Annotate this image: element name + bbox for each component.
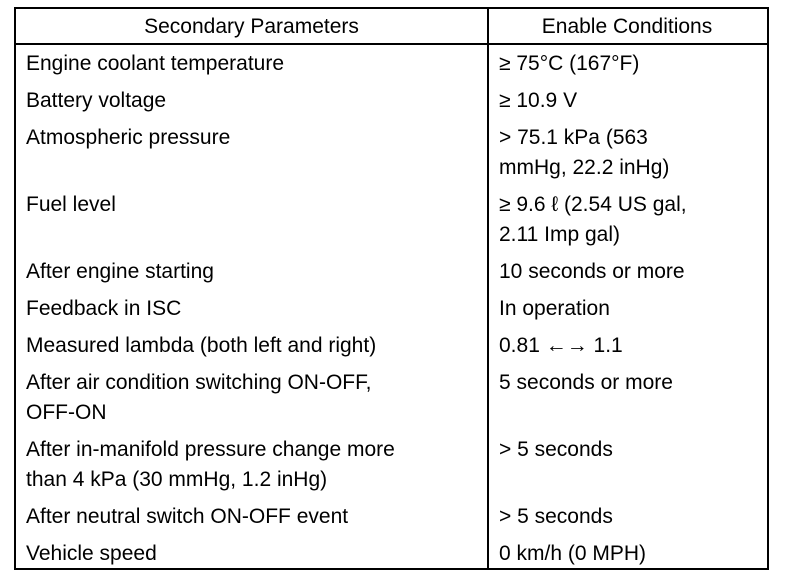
condition-cell: > 75.1 kPa (563 mmHg, 22.2 inHg) xyxy=(499,126,670,179)
parameter-cell: After engine starting xyxy=(26,260,214,283)
header-enable-conditions: Enable Conditions xyxy=(541,14,713,38)
table-row xyxy=(16,539,767,569)
parameter-cell: Feedback in ISC xyxy=(26,297,182,320)
parameter-cell: Engine coolant temperature xyxy=(26,52,284,75)
condition-cell: > 5 seconds xyxy=(499,505,613,528)
parameter-cell: Battery voltage xyxy=(26,89,167,112)
header-secondary-parameters: Secondary Parameters xyxy=(144,14,359,38)
condition-cell: 10 seconds or more xyxy=(499,260,685,283)
parameter-cell: Vehicle speed xyxy=(26,542,157,565)
parameter-cell: After neutral switch ON-OFF event xyxy=(26,505,349,528)
table-row xyxy=(16,257,767,287)
condition-cell: > 5 seconds xyxy=(499,438,613,461)
condition-cell: 0.81 ←→ 1.1 xyxy=(499,334,623,357)
condition-cell: ≥ 9.6 ℓ (2.54 US gal, 2.11 Imp gal) xyxy=(499,193,687,246)
table-row xyxy=(16,331,767,361)
parameter-cell: Fuel level xyxy=(26,193,116,216)
table-row xyxy=(16,123,767,183)
table-row xyxy=(16,368,767,428)
table-body xyxy=(16,45,767,569)
table-row xyxy=(16,190,767,250)
table-row xyxy=(16,502,767,532)
table-row xyxy=(16,435,767,495)
parameter-cell: Atmospheric pressure xyxy=(26,126,231,149)
condition-cell: 5 seconds or more xyxy=(499,371,673,394)
table-row xyxy=(16,49,767,79)
condition-cell: ≥ 10.9 V xyxy=(499,89,578,112)
parameter-cell: After in-manifold pressure change more than 4 kPa (30 mmHg, 1.2 inHg) xyxy=(26,438,395,491)
condition-cell: 0 km/h (0 MPH) xyxy=(499,542,647,565)
parameter-cell: After air condition switching ON-OFF, OFF-ON xyxy=(26,371,372,424)
enable-conditions-table xyxy=(14,7,769,570)
condition-cell: In operation xyxy=(499,297,610,320)
table-row xyxy=(16,86,767,116)
condition-cell: ≥ 75°C (167°F) xyxy=(499,52,640,75)
table-row xyxy=(16,294,767,324)
parameter-cell: Measured lambda (both left and right) xyxy=(26,334,377,357)
table-header xyxy=(16,9,767,45)
